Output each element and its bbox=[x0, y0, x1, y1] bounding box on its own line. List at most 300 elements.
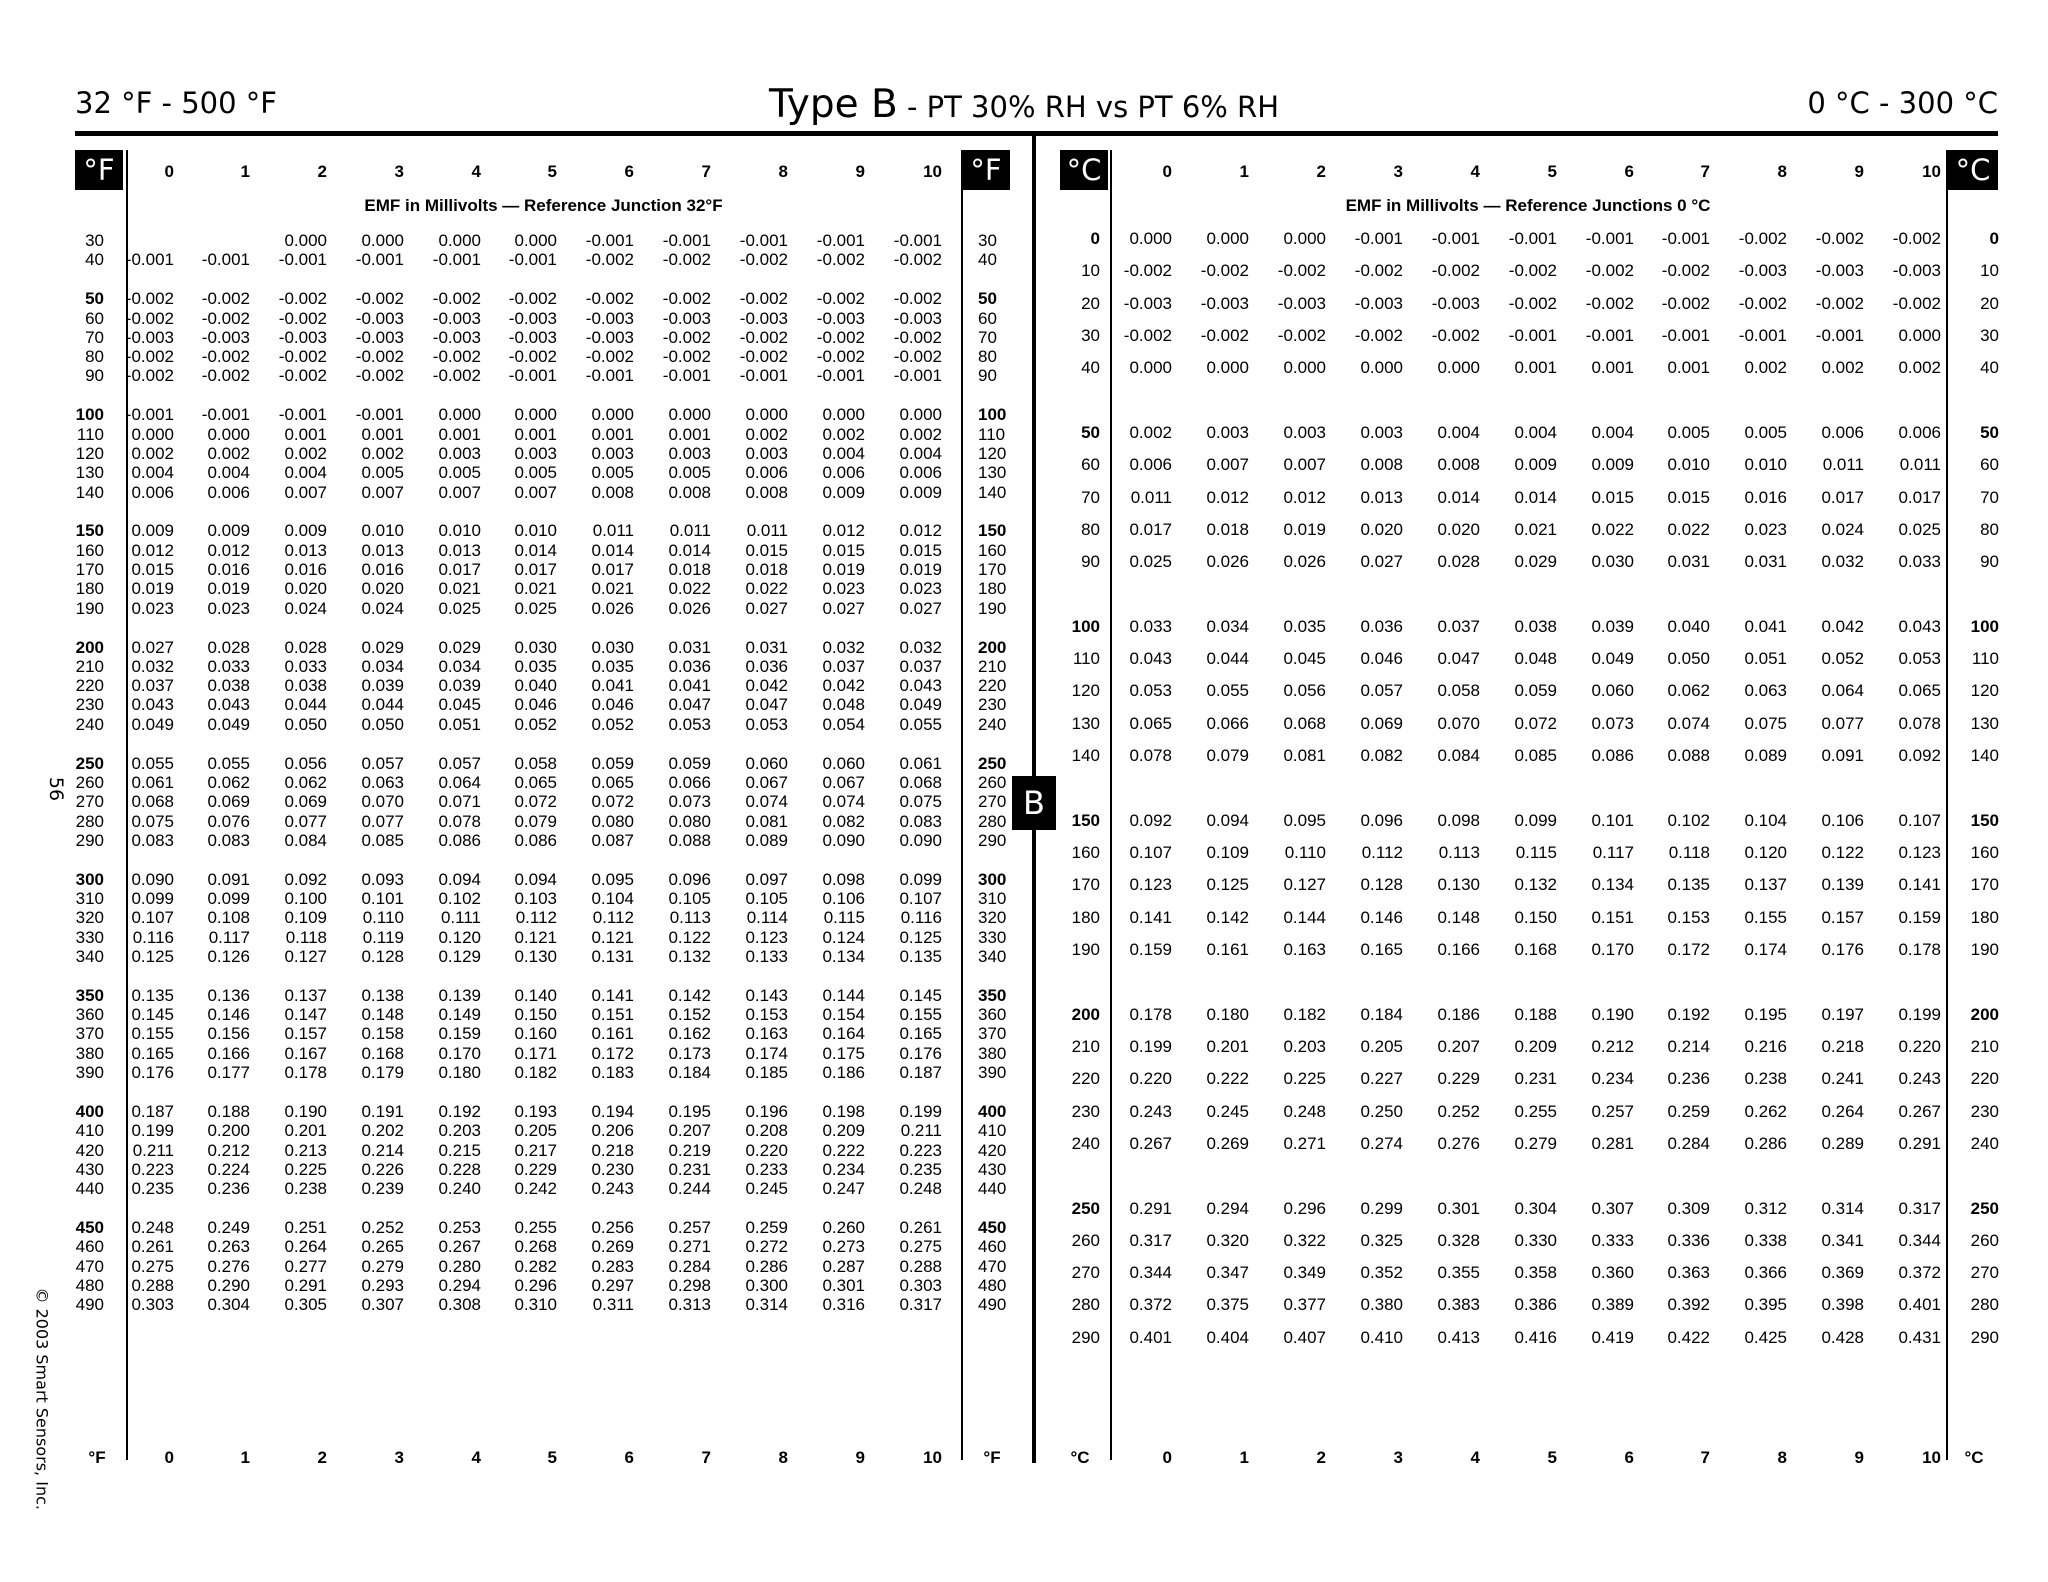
emf-cell: 0.098 bbox=[822, 869, 865, 889]
emf-cell: 0.037 bbox=[899, 656, 942, 676]
emf-cell: 0.060 bbox=[822, 753, 865, 773]
emf-cell: 0.037 bbox=[1437, 616, 1480, 636]
emf-cell: 0.123 bbox=[1129, 875, 1172, 895]
emf-cell: 0.004 bbox=[1437, 422, 1480, 442]
emf-cell: 0.248 bbox=[899, 1179, 942, 1199]
emf-cell: 0.164 bbox=[822, 1024, 865, 1044]
emf-cell: -0.002 bbox=[893, 250, 942, 270]
emf-cell: 0.146 bbox=[1360, 907, 1403, 927]
emf-cell: 0.127 bbox=[1283, 875, 1326, 895]
emf-cell: 0.075 bbox=[1744, 713, 1787, 733]
emf-cell: -0.002 bbox=[355, 347, 404, 367]
emf-cell: 0.000 bbox=[591, 405, 634, 425]
emf-cell: 0.134 bbox=[822, 946, 865, 966]
row-label: 130 bbox=[75, 463, 104, 483]
emf-cell: 0.092 bbox=[284, 869, 327, 889]
emf-cell: 0.000 bbox=[1283, 229, 1326, 248]
emf-cell: 0.233 bbox=[745, 1159, 788, 1179]
emf-cell: 0.058 bbox=[514, 753, 557, 773]
row-label-right: 360 bbox=[978, 1005, 1007, 1025]
emf-cell: 0.029 bbox=[361, 637, 404, 657]
emf-cell: 0.127 bbox=[284, 946, 327, 966]
emf-cell: 0.225 bbox=[1283, 1069, 1326, 1089]
emf-cell: 0.178 bbox=[284, 1063, 327, 1082]
emf-cell: 0.000 bbox=[899, 405, 942, 425]
emf-cell: 0.151 bbox=[1591, 907, 1634, 927]
column-header-2: 2 bbox=[317, 162, 327, 181]
emf-cell: 0.274 bbox=[1360, 1133, 1403, 1153]
emf-cell: 0.172 bbox=[591, 1043, 634, 1063]
emf-cell: 0.106 bbox=[1821, 810, 1864, 830]
emf-cell: 0.347 bbox=[1206, 1263, 1249, 1283]
emf-cell: -0.001 bbox=[1585, 325, 1634, 345]
emf-cell: 0.280 bbox=[438, 1256, 481, 1276]
row-label: 190 bbox=[75, 598, 104, 618]
emf-cell: 0.032 bbox=[822, 637, 865, 657]
emf-cell: 0.005 bbox=[361, 463, 404, 483]
emf-cell: 0.275 bbox=[899, 1237, 942, 1257]
emf-cell: 0.000 bbox=[207, 424, 250, 444]
emf-cell: 0.002 bbox=[207, 443, 250, 463]
emf-cell: 0.002 bbox=[361, 443, 404, 463]
emf-cell: -0.002 bbox=[278, 308, 327, 328]
emf-cell: 0.398 bbox=[1821, 1295, 1864, 1315]
emf-cell: 0.262 bbox=[1744, 1101, 1787, 1121]
emf-cell: 0.070 bbox=[361, 792, 404, 812]
emf-cell: 0.284 bbox=[668, 1256, 711, 1276]
row-label-right: 330 bbox=[978, 927, 1007, 947]
emf-cell: 0.162 bbox=[668, 1024, 711, 1044]
row-label-right: 130 bbox=[1970, 713, 1999, 733]
emf-cell: 0.023 bbox=[822, 579, 865, 599]
row-label-right: 120 bbox=[1970, 681, 1999, 701]
emf-cell: 0.325 bbox=[1360, 1230, 1403, 1250]
emf-cell: 0.013 bbox=[284, 540, 327, 560]
emf-cell: -0.001 bbox=[893, 366, 942, 386]
emf-cell: 0.301 bbox=[1437, 1198, 1480, 1218]
emf-cell: 0.104 bbox=[591, 889, 634, 908]
row-label: 290 bbox=[75, 830, 104, 850]
row-label: 320 bbox=[75, 908, 104, 928]
row-label: 480 bbox=[75, 1275, 104, 1295]
emf-cell: 0.084 bbox=[1437, 746, 1480, 765]
emf-cell: 0.230 bbox=[591, 1159, 634, 1179]
row-label: 80 bbox=[1081, 519, 1100, 539]
emf-cell: 0.007 bbox=[1283, 455, 1326, 475]
emf-cell: 0.202 bbox=[361, 1121, 404, 1141]
emf-cell: 0.428 bbox=[1821, 1327, 1864, 1347]
emf-cell: 0.177 bbox=[207, 1063, 250, 1082]
emf-cell: -0.003 bbox=[1200, 293, 1249, 313]
row-label: 360 bbox=[75, 1005, 104, 1025]
celsius-unit-badge-right: °C bbox=[1948, 150, 1998, 190]
emf-cell: 0.033 bbox=[284, 656, 327, 676]
emf-cell: 0.180 bbox=[1206, 1004, 1249, 1024]
emf-cell: 0.183 bbox=[591, 1063, 634, 1082]
emf-cell: 0.009 bbox=[131, 521, 174, 541]
emf-cell: 0.009 bbox=[822, 482, 865, 502]
page-title-rest: - PT 30% RH vs PT 6% RH bbox=[897, 90, 1279, 124]
emf-cell: 0.032 bbox=[131, 656, 174, 676]
row-label: 440 bbox=[75, 1179, 104, 1199]
emf-cell: 0.020 bbox=[284, 579, 327, 599]
emf-cell: 0.000 bbox=[1437, 358, 1480, 378]
emf-cell: 0.072 bbox=[1514, 713, 1557, 733]
emf-cell: 0.269 bbox=[591, 1237, 634, 1257]
row-label: 490 bbox=[75, 1295, 104, 1315]
emf-cell: 0.011 bbox=[669, 521, 711, 541]
emf-cell: 0.182 bbox=[514, 1063, 557, 1082]
emf-cell: 0.053 bbox=[668, 714, 711, 734]
emf-cell: 0.078 bbox=[438, 811, 481, 831]
emf-cell: -0.001 bbox=[125, 250, 174, 270]
emf-cell: 0.171 bbox=[514, 1043, 557, 1063]
emf-cell: 0.003 bbox=[745, 443, 788, 463]
emf-cell: 0.287 bbox=[822, 1256, 865, 1276]
emf-cell: 0.009 bbox=[1591, 455, 1634, 475]
emf-cell: 0.099 bbox=[1514, 810, 1557, 830]
emf-cell: -0.002 bbox=[816, 289, 865, 309]
emf-cell: 0.333 bbox=[1591, 1230, 1634, 1250]
column-header-3: 3 bbox=[394, 162, 404, 181]
emf-cell: -0.002 bbox=[1585, 293, 1634, 313]
emf-cell: 0.203 bbox=[1283, 1036, 1326, 1056]
emf-cell: 0.089 bbox=[745, 830, 788, 850]
emf-cell: -0.002 bbox=[739, 289, 788, 309]
emf-cell: 0.239 bbox=[361, 1179, 404, 1199]
emf-cell: 0.248 bbox=[131, 1218, 174, 1237]
emf-cell: 0.055 bbox=[207, 753, 250, 773]
emf-cell: 0.002 bbox=[899, 424, 942, 444]
emf-cell: 0.223 bbox=[899, 1140, 942, 1160]
emf-cell: 0.201 bbox=[1206, 1036, 1249, 1056]
emf-cell: 0.007 bbox=[438, 482, 481, 502]
emf-cell: 0.099 bbox=[899, 869, 942, 889]
emf-cell: 0.172 bbox=[1667, 939, 1710, 959]
emf-cell: -0.002 bbox=[278, 366, 327, 386]
emf-cell: 0.267 bbox=[1898, 1101, 1941, 1121]
emf-cell: 0.022 bbox=[1591, 519, 1634, 539]
emf-cell: 0.126 bbox=[207, 946, 250, 966]
emf-cell: 0.341 bbox=[1821, 1230, 1864, 1250]
emf-cell: 0.208 bbox=[745, 1121, 788, 1141]
row-label: 60 bbox=[1081, 455, 1100, 475]
column-header-2: 2 bbox=[1316, 162, 1326, 181]
row-label: 460 bbox=[75, 1237, 104, 1257]
emf-cell: 0.267 bbox=[1129, 1133, 1172, 1153]
emf-cell: 0.001 bbox=[668, 424, 711, 444]
emf-cell: 0.077 bbox=[361, 811, 404, 831]
row-label: 100 bbox=[75, 405, 104, 425]
emf-cell: 0.034 bbox=[361, 656, 404, 676]
emf-cell: 0.007 bbox=[1206, 455, 1249, 475]
emf-cell: 0.138 bbox=[361, 985, 404, 1005]
emf-cell: 0.010 bbox=[438, 521, 481, 541]
emf-cell: 0.264 bbox=[284, 1237, 327, 1257]
emf-cell: 0.103 bbox=[514, 889, 557, 908]
column-footer-4: 4 bbox=[1470, 1448, 1480, 1467]
emf-cell: 0.180 bbox=[438, 1063, 481, 1082]
emf-cell: 0.151 bbox=[591, 1005, 634, 1025]
column-footer-3: 3 bbox=[394, 1448, 404, 1467]
emf-cell: 0.001 bbox=[361, 424, 404, 444]
emf-cell: 0.317 bbox=[1898, 1198, 1941, 1218]
emf-cell: 0.168 bbox=[361, 1043, 404, 1063]
row-label-right: 470 bbox=[978, 1256, 1007, 1276]
column-header-9: 9 bbox=[1854, 162, 1864, 181]
emf-cell: -0.002 bbox=[1738, 293, 1787, 313]
emf-cell: 0.047 bbox=[668, 695, 711, 715]
emf-cell: 0.018 bbox=[745, 560, 788, 579]
emf-cell: 0.011 bbox=[746, 521, 788, 541]
emf-cell: 0.000 bbox=[745, 405, 788, 425]
emf-cell: 0.009 bbox=[899, 482, 942, 502]
emf-cell: 0.148 bbox=[1437, 907, 1480, 927]
emf-cell: 0.014 bbox=[514, 540, 557, 560]
emf-cell: -0.001 bbox=[432, 250, 481, 270]
emf-cell: 0.165 bbox=[131, 1043, 174, 1063]
emf-cell: 0.082 bbox=[1360, 746, 1403, 765]
emf-cell: 0.000 bbox=[1283, 358, 1326, 378]
emf-cell: 0.276 bbox=[1437, 1133, 1480, 1153]
emf-cell: 0.000 bbox=[1206, 358, 1249, 378]
emf-cell: 0.310 bbox=[514, 1295, 557, 1315]
emf-cell: 0.241 bbox=[1821, 1069, 1864, 1089]
emf-cell: 0.125 bbox=[131, 946, 174, 966]
column-header-7: 7 bbox=[701, 162, 711, 181]
emf-cell: 0.380 bbox=[1360, 1295, 1403, 1315]
emf-cell: -0.001 bbox=[662, 231, 711, 250]
emf-cell: -0.003 bbox=[1431, 293, 1480, 313]
emf-cell: 0.166 bbox=[1437, 939, 1480, 959]
emf-cell: -0.002 bbox=[662, 347, 711, 367]
table-row bbox=[0, 455, 2048, 474]
emf-cell: 0.062 bbox=[284, 772, 327, 792]
emf-cell: 0.336 bbox=[1667, 1230, 1710, 1250]
emf-cell: -0.002 bbox=[1738, 229, 1787, 248]
row-label: 220 bbox=[75, 676, 104, 696]
emf-cell: 0.207 bbox=[668, 1121, 711, 1141]
emf-cell: 0.217 bbox=[514, 1140, 557, 1160]
emf-cell: 0.220 bbox=[745, 1140, 788, 1160]
emf-cell: 0.119 bbox=[362, 927, 404, 947]
emf-cell: 0.048 bbox=[822, 695, 865, 715]
emf-cell: 0.059 bbox=[591, 753, 634, 773]
emf-cell: 0.227 bbox=[1360, 1069, 1403, 1089]
emf-cell: 0.068 bbox=[899, 772, 942, 792]
emf-cell: -0.002 bbox=[739, 347, 788, 367]
column-header-5: 5 bbox=[1547, 162, 1557, 181]
row-label-right: 190 bbox=[1970, 939, 1999, 959]
emf-cell: 0.010 bbox=[1667, 455, 1710, 475]
row-label: 220 bbox=[1071, 1069, 1100, 1089]
row-label-right: 100 bbox=[1970, 616, 1999, 636]
emf-cell: 0.159 bbox=[438, 1024, 481, 1044]
emf-cell: 0.307 bbox=[1591, 1198, 1634, 1218]
emf-cell: -0.002 bbox=[201, 289, 250, 309]
emf-cell: 0.211 bbox=[132, 1140, 174, 1160]
celsius-foot-unit-right: °C bbox=[1964, 1448, 1984, 1467]
emf-cell: 0.074 bbox=[745, 792, 788, 812]
column-footer-7: 7 bbox=[701, 1448, 711, 1467]
emf-cell: 0.069 bbox=[1360, 713, 1403, 733]
emf-cell: -0.001 bbox=[508, 366, 557, 386]
emf-cell: 0.125 bbox=[899, 927, 942, 947]
emf-cell: -0.003 bbox=[355, 327, 404, 347]
emf-cell: -0.003 bbox=[1123, 293, 1172, 313]
column-footer-10: 10 bbox=[923, 1448, 942, 1467]
emf-cell: -0.002 bbox=[1123, 325, 1172, 345]
emf-cell: 0.000 bbox=[284, 231, 327, 250]
row-label: 210 bbox=[75, 656, 104, 676]
emf-cell: 0.015 bbox=[899, 540, 942, 560]
table-row bbox=[0, 261, 2048, 280]
emf-cell: -0.002 bbox=[662, 289, 711, 309]
emf-cell: 0.000 bbox=[131, 424, 174, 444]
emf-cell: 0.352 bbox=[1360, 1263, 1403, 1283]
emf-cell: 0.041 bbox=[1744, 616, 1787, 636]
emf-cell: 0.056 bbox=[1283, 681, 1326, 701]
emf-cell: 0.065 bbox=[1129, 713, 1172, 733]
column-header-4: 4 bbox=[1470, 162, 1480, 181]
emf-cell: 0.243 bbox=[591, 1179, 634, 1199]
emf-cell: -0.002 bbox=[278, 289, 327, 309]
row-label-right: 30 bbox=[1980, 325, 1999, 345]
emf-cell: 0.059 bbox=[668, 753, 711, 773]
emf-cell: 0.416 bbox=[1514, 1327, 1557, 1347]
emf-cell: -0.003 bbox=[1892, 261, 1941, 281]
emf-cell: 0.261 bbox=[899, 1218, 942, 1237]
emf-cell: -0.001 bbox=[355, 250, 404, 270]
row-label: 340 bbox=[75, 946, 104, 966]
emf-cell: 0.063 bbox=[1744, 681, 1787, 701]
table-row bbox=[0, 875, 2048, 894]
row-label-right: 70 bbox=[1980, 487, 1999, 507]
emf-cell: 0.112 bbox=[1361, 843, 1403, 862]
row-label: 290 bbox=[1071, 1327, 1100, 1347]
emf-cell: 0.034 bbox=[438, 656, 481, 676]
emf-cell: 0.077 bbox=[284, 811, 327, 831]
emf-cell: 0.004 bbox=[1591, 422, 1634, 442]
row-label-right: 170 bbox=[978, 560, 1007, 579]
emf-cell: 0.070 bbox=[1437, 713, 1480, 733]
emf-cell: 0.158 bbox=[361, 1024, 404, 1044]
row-label: 20 bbox=[1081, 293, 1100, 313]
row-label-right: 160 bbox=[1970, 843, 1999, 862]
emf-cell: 0.213 bbox=[284, 1140, 327, 1160]
emf-cell: 0.000 bbox=[361, 231, 404, 250]
emf-cell: 0.014 bbox=[591, 540, 634, 560]
emf-cell: 0.017 bbox=[1898, 487, 1941, 507]
emf-cell: 0.018 bbox=[1206, 519, 1249, 539]
emf-cell: 0.234 bbox=[822, 1159, 865, 1179]
emf-cell: 0.016 bbox=[1744, 487, 1787, 507]
emf-cell: 0.259 bbox=[745, 1218, 788, 1237]
emf-cell: 0.012 bbox=[207, 540, 250, 560]
emf-cell: 0.007 bbox=[361, 482, 404, 502]
emf-cell: 0.124 bbox=[822, 927, 865, 947]
emf-cell: -0.001 bbox=[662, 366, 711, 386]
row-label: 180 bbox=[75, 579, 104, 599]
emf-cell: -0.002 bbox=[355, 289, 404, 309]
emf-cell: 0.105 bbox=[668, 889, 711, 908]
emf-cell: 0.372 bbox=[1898, 1263, 1941, 1283]
row-label: 410 bbox=[75, 1121, 104, 1141]
emf-cell: 0.005 bbox=[438, 463, 481, 483]
emf-cell: -0.001 bbox=[278, 250, 327, 270]
column-footer-6: 6 bbox=[624, 1448, 634, 1467]
row-label-right: 200 bbox=[978, 637, 1007, 657]
emf-cell: -0.002 bbox=[1277, 261, 1326, 281]
emf-cell: 0.008 bbox=[1360, 455, 1403, 475]
emf-cell: 0.155 bbox=[1744, 907, 1787, 927]
row-label-right: 40 bbox=[978, 250, 997, 270]
row-label-right: 140 bbox=[978, 482, 1007, 502]
emf-cell: -0.003 bbox=[662, 308, 711, 328]
emf-cell: 0.003 bbox=[1283, 422, 1326, 442]
emf-cell: 0.001 bbox=[1667, 358, 1710, 378]
emf-cell: 0.094 bbox=[1206, 810, 1249, 830]
emf-cell: 0.136 bbox=[207, 985, 250, 1005]
emf-cell: -0.002 bbox=[1508, 261, 1557, 281]
emf-cell: -0.002 bbox=[432, 347, 481, 367]
row-label-right: 440 bbox=[978, 1179, 1007, 1199]
emf-cell: 0.028 bbox=[284, 637, 327, 657]
row-label-right: 0 bbox=[1989, 229, 1999, 248]
emf-cell: 0.035 bbox=[514, 656, 557, 676]
emf-cell: -0.003 bbox=[1815, 261, 1864, 281]
emf-cell: 0.050 bbox=[284, 714, 327, 734]
emf-cell: -0.002 bbox=[1431, 325, 1480, 345]
emf-cell: -0.001 bbox=[125, 405, 174, 425]
emf-cell: 0.002 bbox=[131, 443, 174, 463]
emf-cell: -0.002 bbox=[432, 366, 481, 386]
emf-cell: 0.288 bbox=[131, 1275, 174, 1295]
row-label: 430 bbox=[75, 1159, 104, 1179]
emf-cell: -0.002 bbox=[1354, 261, 1403, 281]
row-label: 380 bbox=[75, 1043, 104, 1063]
emf-cell: 0.064 bbox=[1821, 681, 1864, 701]
table-row bbox=[0, 649, 2048, 668]
table-row bbox=[0, 1102, 2048, 1121]
emf-cell: 0.110 bbox=[1284, 843, 1326, 862]
row-label-right: 80 bbox=[978, 347, 997, 367]
emf-cell: 0.121 bbox=[514, 927, 557, 947]
row-label: 110 bbox=[1072, 649, 1100, 669]
emf-cell: 0.055 bbox=[899, 714, 942, 734]
table-row bbox=[0, 520, 2048, 539]
emf-cell: 0.000 bbox=[514, 231, 557, 250]
emf-cell: 0.322 bbox=[1283, 1230, 1326, 1250]
emf-cell: 0.225 bbox=[284, 1159, 327, 1179]
row-label-right: 210 bbox=[978, 656, 1007, 676]
emf-cell: 0.011 bbox=[1822, 455, 1864, 475]
emf-cell: 0.000 bbox=[1206, 229, 1249, 248]
emf-cell: 0.099 bbox=[207, 889, 250, 908]
row-label-right: 60 bbox=[978, 308, 997, 328]
emf-cell: 0.004 bbox=[131, 463, 174, 483]
emf-cell: 0.296 bbox=[514, 1275, 557, 1295]
emf-cell: 0.015 bbox=[1667, 487, 1710, 507]
emf-cell: 0.130 bbox=[514, 946, 557, 966]
table-row bbox=[0, 1069, 2048, 1088]
emf-cell: 0.054 bbox=[822, 714, 865, 734]
emf-cell: 0.291 bbox=[1129, 1198, 1172, 1218]
emf-cell: 0.033 bbox=[1129, 616, 1172, 636]
emf-cell: 0.000 bbox=[1360, 358, 1403, 378]
emf-cell: -0.001 bbox=[893, 231, 942, 250]
emf-cell: 0.014 bbox=[1514, 487, 1557, 507]
